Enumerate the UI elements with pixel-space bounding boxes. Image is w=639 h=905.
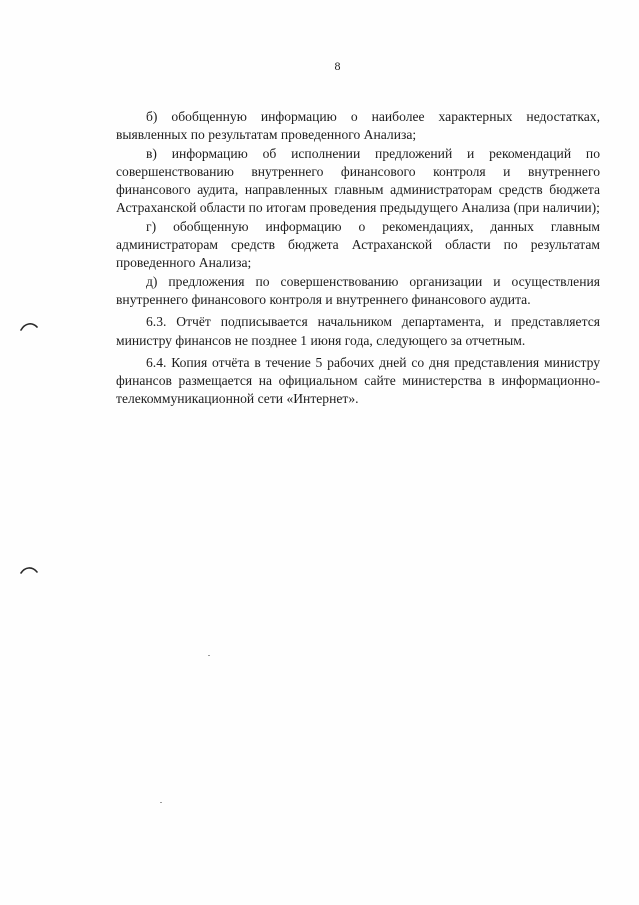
page-number: 8	[334, 59, 341, 73]
paragraph-6-4: 6.4. Копия отчёта в течение 5 рабочих дней со дня представления министру финансов размещается на официальном сайте министерства в информационно-телекоммуникационной сети «Интернет».	[116, 354, 600, 407]
paragraph-v: в) информацию об исполнении предложений и рекомендаций по совершенствованию внутреннего финансового контроля и внутреннего финансового аудита, направленных главным администраторам средств бюджета Астраханской области по итогам проведения предыдущего Анализа (при наличии);	[116, 145, 600, 216]
paragraph-d: д) предложения по совершенствованию организации и осуществления внутреннего финансового контроля и внутреннего финансового аудита.	[116, 273, 600, 307]
punch-hole-mark-icon	[20, 322, 38, 332]
punch-hole-mark-icon	[20, 566, 38, 576]
document-body	[116, 108, 600, 409]
scan-speck	[208, 655, 210, 656]
paragraph-g: г) обобщенную информацию о рекомендациях, данных главным администраторам средств бюджета Астраханской области по результатам проведенного Анализа;	[116, 218, 600, 271]
paragraph-b: б) обобщенную информацию о наиболее характерных недостатках, выявленных по результатам проведенного Анализа;	[116, 109, 600, 143]
scan-speck	[160, 802, 162, 803]
paragraph-6-3: 6.3. Отчёт подписывается начальником департамента, и представляется министру финансов не позднее 1 июня года, следующего за отчетным.	[116, 314, 600, 348]
